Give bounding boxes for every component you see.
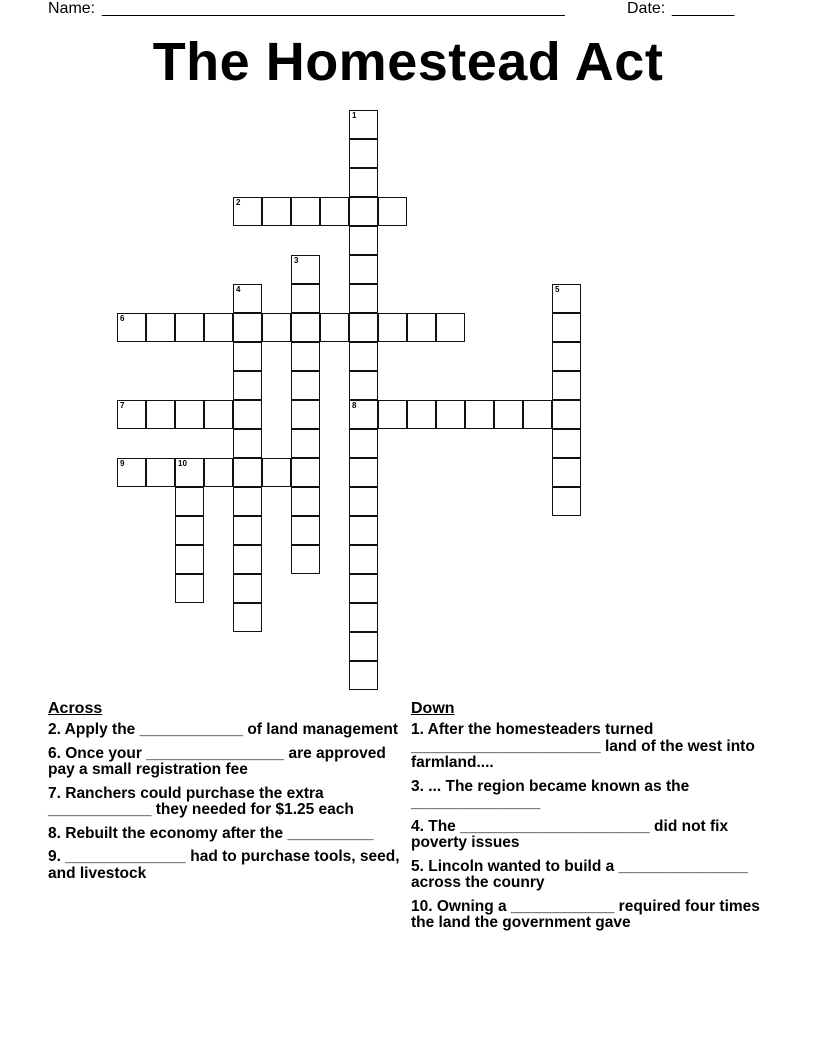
crossword-cell[interactable] (552, 313, 581, 342)
clue-number: 10. (411, 897, 433, 915)
crossword-cell[interactable] (320, 197, 349, 226)
cell-number: 4 (236, 285, 241, 294)
crossword-cell[interactable] (349, 661, 378, 690)
clue-text: Once your ________________ are approved pay a small registration fee (48, 744, 386, 778)
crossword-cell[interactable] (320, 313, 349, 342)
crossword-cell[interactable] (117, 313, 146, 342)
cell-number: 3 (294, 256, 299, 265)
cell-number: 7 (120, 401, 125, 410)
crossword-cell[interactable] (117, 458, 146, 487)
clue-text: Ranchers could purchase the extra ____________ they needed for $1.25 each (48, 784, 354, 818)
crossword-cell[interactable] (204, 458, 233, 487)
crossword-cell[interactable] (349, 139, 378, 168)
cell-number: 1 (352, 111, 357, 120)
cell-number: 9 (120, 459, 125, 468)
crossword-cell[interactable] (552, 487, 581, 516)
crossword-cell[interactable] (349, 429, 378, 458)
crossword-cell[interactable] (291, 400, 320, 429)
clue-down-5 (411, 859, 771, 892)
crossword-cell[interactable] (262, 313, 291, 342)
crossword-cell[interactable] (291, 429, 320, 458)
clue-number: 9. (48, 848, 61, 865)
clue-text: The ______________________ did not fix poverty issues (411, 817, 729, 851)
name-field[interactable]: ____________________________________________________ (102, 0, 565, 17)
crossword-cell[interactable] (349, 516, 378, 545)
crossword-grid (117, 110, 583, 692)
clue-text: ... The region became known as the _______________ (411, 777, 690, 811)
crossword-cell[interactable] (233, 342, 262, 371)
crossword-cell[interactable] (349, 632, 378, 661)
crossword-cell[interactable] (349, 313, 378, 342)
crossword-cell[interactable] (233, 458, 262, 487)
crossword-cell[interactable] (233, 545, 262, 574)
clue-text: Apply the ____________ of land management (60, 721, 399, 738)
clue-across-8 (48, 826, 403, 843)
cell-number: 6 (120, 314, 125, 323)
clue-text: Owning a ____________ required four times the land the government gave (411, 897, 760, 931)
crossword-cell[interactable] (349, 371, 378, 400)
header (48, 0, 748, 20)
crossword-cell[interactable] (494, 400, 523, 429)
crossword-cell[interactable] (349, 487, 378, 516)
clue-number: 8. (48, 824, 61, 842)
clue-number: 2. (48, 721, 61, 738)
crossword-cell[interactable] (349, 342, 378, 371)
crossword-cell[interactable] (349, 197, 378, 226)
clue-across-9 (48, 849, 403, 882)
crossword-cell[interactable] (233, 487, 262, 516)
crossword-cell[interactable] (175, 545, 204, 574)
crossword-cell[interactable] (349, 255, 378, 284)
crossword-cell[interactable] (291, 342, 320, 371)
crossword-cell[interactable] (552, 284, 581, 313)
crossword-cell[interactable] (233, 574, 262, 603)
crossword-cell[interactable] (291, 458, 320, 487)
clue-across-6 (48, 746, 403, 779)
crossword-cell[interactable] (523, 400, 552, 429)
crossword-cell[interactable] (465, 400, 494, 429)
clue-number: 5. (411, 857, 424, 875)
crossword-cell[interactable] (262, 458, 291, 487)
crossword-cell[interactable] (233, 197, 262, 226)
clue-down-3 (411, 779, 771, 812)
clue-number: 6. (48, 744, 61, 762)
clue-text: ______________ had to purchase tools, seed, and livestock (48, 848, 400, 882)
clue-text: Lincoln wanted to build a _______________ across the counry (411, 857, 748, 891)
cell-number: 5 (555, 285, 560, 294)
clue-text: Rebuilt the economy after the __________ (60, 824, 374, 842)
down-heading: Down (411, 700, 455, 717)
clue-down-10 (411, 899, 771, 932)
crossword-cell[interactable] (233, 371, 262, 400)
crossword-cell[interactable] (291, 516, 320, 545)
date-field[interactable]: _______ (672, 0, 735, 17)
crossword-cell[interactable] (291, 313, 320, 342)
crossword-cell[interactable] (349, 168, 378, 197)
crossword-cell[interactable] (117, 400, 146, 429)
across-clues (48, 700, 403, 889)
page-title: The Homestead Act (152, 32, 664, 92)
crossword-cell[interactable] (291, 545, 320, 574)
crossword-cell[interactable] (291, 487, 320, 516)
crossword-cell[interactable] (175, 400, 204, 429)
crossword-cell[interactable] (233, 516, 262, 545)
crossword-cell[interactable] (233, 400, 262, 429)
crossword-cell[interactable] (378, 197, 407, 226)
crossword-cell[interactable] (349, 284, 378, 313)
clue-across-2 (48, 722, 403, 739)
crossword-cell[interactable] (175, 487, 204, 516)
crossword-cell[interactable] (146, 458, 175, 487)
clue-text: After the homesteaders turned ______________________ land of the west into farmland.... (411, 721, 755, 771)
crossword-cell[interactable] (175, 516, 204, 545)
clue-number: 4. (411, 817, 424, 835)
crossword-cell[interactable] (378, 313, 407, 342)
crossword-cell[interactable] (349, 400, 378, 429)
crossword-cell[interactable] (349, 110, 378, 139)
crossword-cell[interactable] (233, 284, 262, 313)
crossword-cell[interactable] (349, 574, 378, 603)
crossword-cell[interactable] (436, 313, 465, 342)
crossword-cell[interactable] (291, 371, 320, 400)
crossword-cell[interactable] (436, 400, 465, 429)
crossword-cell[interactable] (291, 255, 320, 284)
crossword-cell[interactable] (204, 400, 233, 429)
crossword-cell[interactable] (233, 429, 262, 458)
clue-down-4 (411, 819, 771, 852)
crossword-cell[interactable] (146, 313, 175, 342)
crossword-cell[interactable] (175, 313, 204, 342)
down-clues (411, 700, 771, 939)
crossword-cell[interactable] (349, 458, 378, 487)
crossword-cell[interactable] (262, 197, 291, 226)
crossword-cell[interactable] (175, 458, 204, 487)
crossword-cell[interactable] (349, 545, 378, 574)
crossword-cell[interactable] (146, 400, 175, 429)
cell-number: 8 (352, 401, 357, 410)
crossword-cell[interactable] (291, 197, 320, 226)
crossword-cell[interactable] (291, 284, 320, 313)
crossword-cell[interactable] (552, 458, 581, 487)
crossword-cell[interactable] (552, 429, 581, 458)
clue-number: 3. (411, 777, 424, 795)
crossword-cell[interactable] (407, 400, 436, 429)
crossword-cell[interactable] (349, 603, 378, 632)
crossword-cell[interactable] (378, 400, 407, 429)
crossword-cell[interactable] (204, 313, 233, 342)
clue-number: 7. (48, 784, 61, 802)
crossword-cell[interactable] (233, 313, 262, 342)
clue-number: 1. (411, 721, 424, 738)
name-label: Name: (48, 0, 96, 17)
date-label: Date: (627, 0, 666, 17)
crossword-cell[interactable] (552, 342, 581, 371)
cell-number: 2 (236, 198, 241, 207)
cell-number: 10 (178, 459, 187, 468)
clue-down-1 (411, 722, 771, 772)
across-heading: Across (48, 700, 103, 717)
crossword-cell[interactable] (552, 371, 581, 400)
crossword-cell[interactable] (349, 226, 378, 255)
crossword-cell[interactable] (233, 603, 262, 632)
clue-across-7 (48, 786, 403, 819)
crossword-cell[interactable] (552, 400, 581, 429)
crossword-cell[interactable] (407, 313, 436, 342)
crossword-cell[interactable] (175, 574, 204, 603)
